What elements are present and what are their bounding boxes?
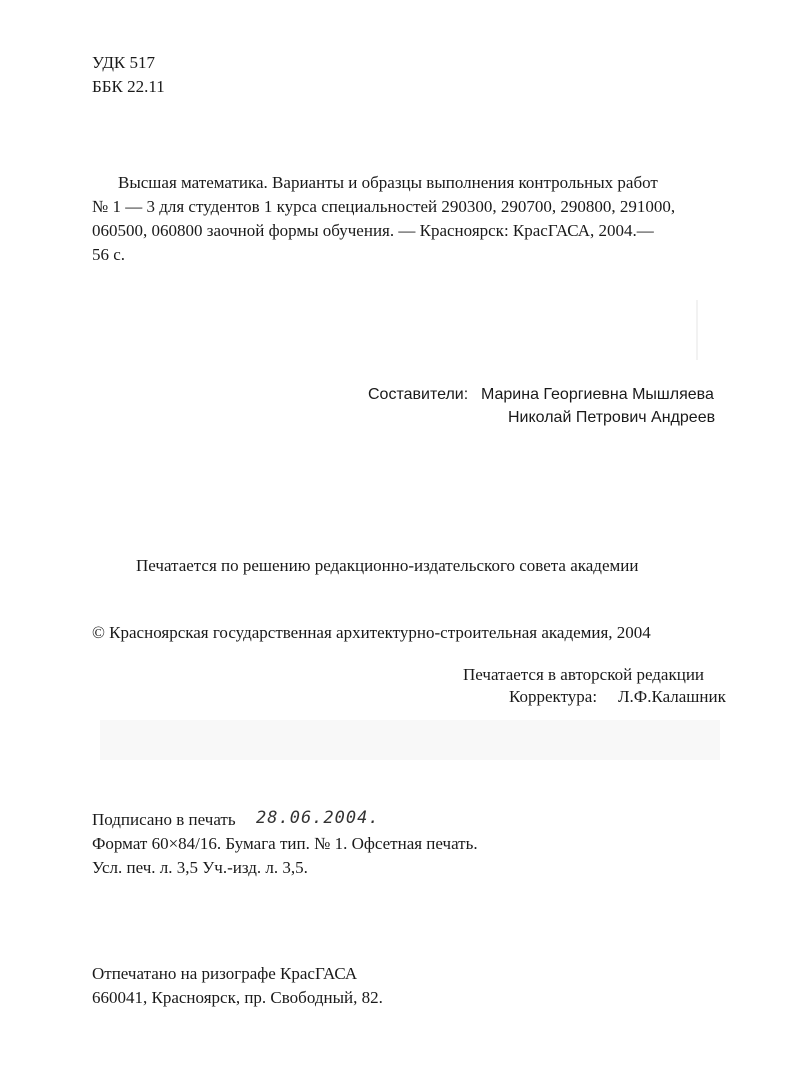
printer-line: Отпечатано на ризографе КрасГАСА xyxy=(92,964,358,983)
biblio-line-4: 56 с. xyxy=(92,245,126,264)
corrector-name: Л.Ф.Калашник xyxy=(618,687,726,706)
scan-artifact xyxy=(696,300,698,360)
bbk-code: ББК 22.11 xyxy=(92,77,165,96)
biblio-line-3: 060500, 060800 заочной формы обучения. — Красноярск: КрасГАСА, 2004.— xyxy=(92,221,654,240)
council-note: Печатается по решению редакционно-издательского совета академии xyxy=(136,556,639,575)
printer-address: 660041, Красноярск, пр. Свободный, 82. xyxy=(92,988,383,1007)
biblio-line-1: Высшая математика. Варианты и образцы выполнения контрольных работ xyxy=(118,173,658,192)
signed-to-print-date: 28.06.2004. xyxy=(256,808,380,828)
print-sheets-line: Усл. печ. л. 3,5 Уч.-изд. л. 3,5. xyxy=(92,858,308,877)
udk-code: УДК 517 xyxy=(92,53,156,72)
corrector-label: Корректура: xyxy=(509,687,598,706)
bibliographic-description xyxy=(92,171,710,267)
compilers-label: Составители: xyxy=(368,386,469,403)
compiler-name-2: Николай Петрович Андреев xyxy=(508,409,716,426)
signed-to-print-label: Подписано в печать xyxy=(92,810,236,829)
scan-artifact xyxy=(100,720,720,760)
copyright-line: © Красноярская государственная архитектурно-строительная академия, 2004 xyxy=(92,623,651,642)
author-edition-note: Печатается в авторской редакции xyxy=(463,665,705,684)
biblio-line-2: № 1 — 3 для студентов 1 курса специальностей 290300, 290700, 290800, 291000, xyxy=(92,197,676,216)
compiler-name-1: Марина Георгиевна Мышляева xyxy=(481,386,714,403)
format-line: Формат 60×84/16. Бумага тип. № 1. Офсетная печать. xyxy=(92,834,478,853)
